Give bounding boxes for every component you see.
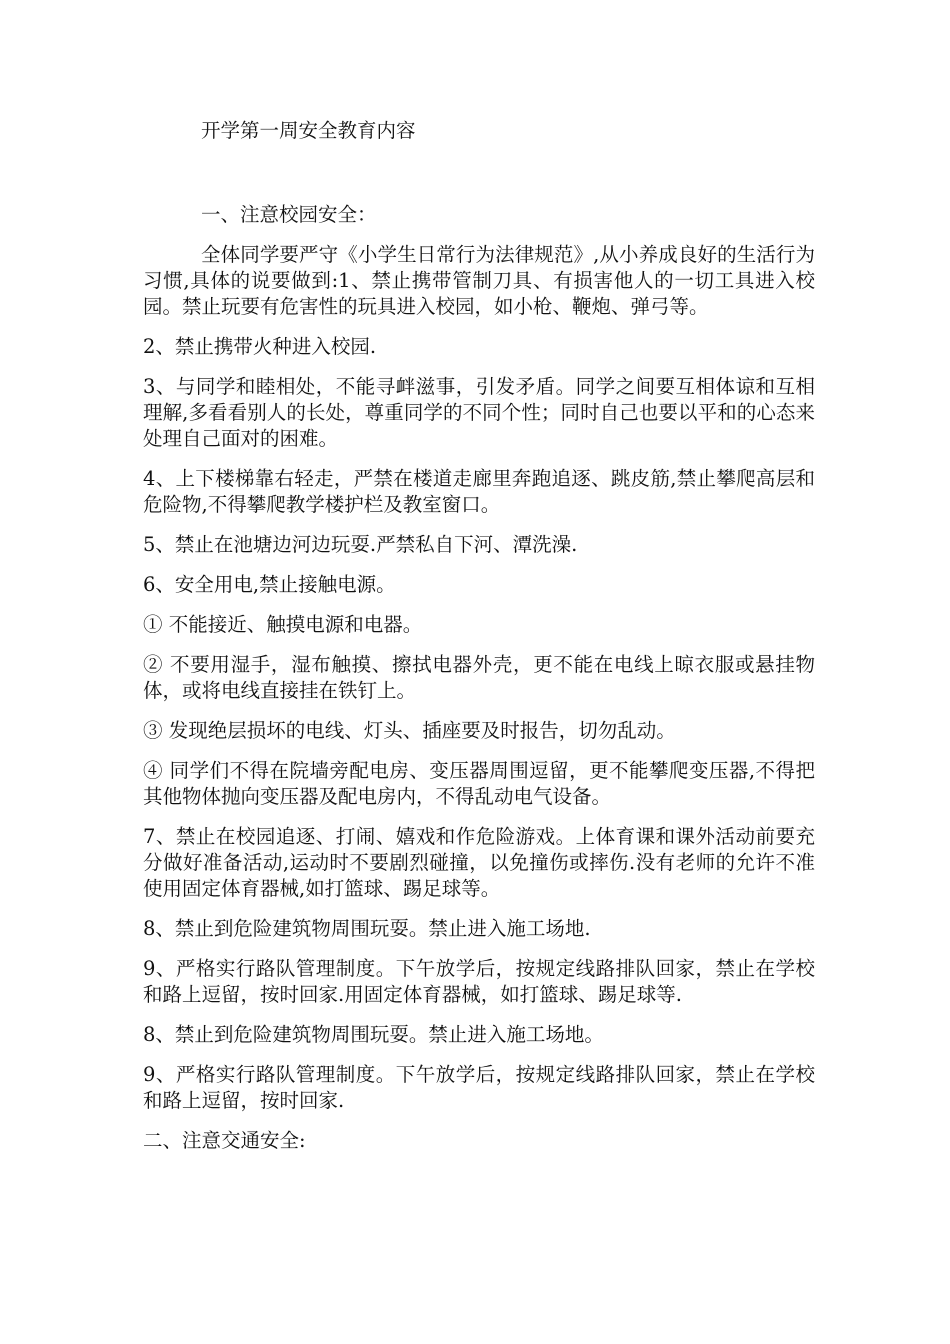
document-title: 开学第一周安全教育内容	[201, 119, 416, 142]
document-body	[143, 118, 815, 1168]
paragraph-item-4: 4、上下楼梯靠右轻走，严禁在楼道走廊里奔跑追逐、跳皮筋,禁止攀爬高层和危险物,不得攀爬教学楼护栏及教室窗口。	[143, 467, 815, 516]
paragraph-item-9-repeat: 9、严格实行路队管理制度。下午放学后，按规定线路排队回家，禁止在学校和路上逗留，按时回家.	[143, 1063, 815, 1112]
paragraph-item-2: 2、禁止携带火种进入校园.	[143, 335, 377, 358]
paragraph-intro: 全体同学要严守《小学生日常行为法律规范》,从小养成良好的生活行为习惯,具体的说要做到:1、禁止携带管制刀具、有损害他人的一切工具进入校园。禁止玩要有危害性的玩具进入校园，如小枪、鞭炮、弹弓等。	[143, 243, 815, 318]
paragraph-subitem-2: ② 不要用湿手，湿布触摸、擦拭电器外壳，更不能在电线上晾衣服或悬挂物体，或将电线直接挂在铁钉上。	[143, 653, 815, 702]
paragraph-item-8: 8、禁止到危险建筑物周围玩耍。禁止进入施工场地.	[143, 917, 591, 940]
paragraph-item-8-repeat: 8、禁止到危险建筑物周围玩耍。禁止进入施工场地。	[143, 1023, 604, 1046]
paragraph-subitem-1: ① 不能接近、触摸电源和电器。	[143, 613, 423, 636]
paragraph-item-6: 6、安全用电,禁止接触电源。	[143, 573, 396, 596]
section-heading-campus-safety: 一、注意校园安全：	[201, 203, 377, 226]
paragraph-item-3: 3、与同学和睦相处，不能寻衅滋事，引发矛盾。同学之间要互相体谅和互相理解,多看看别人的长处，尊重同学的不同个性；同时自己也要以平和的心态来处理自己面对的困难。	[143, 375, 815, 450]
paragraph-subitem-4: ④ 同学们不得在院墙旁配电房、变压器周围逗留，更不能攀爬变压器,不得把其他物体抛向变压器及配电房内，不得乱动电气设备。	[143, 759, 815, 808]
paragraph-item-5: 5、禁止在池塘边河边玩耍.严禁私自下河、潭洗澡.	[143, 533, 578, 556]
paragraph-item-7: 7、禁止在校园追逐、打闹、嬉戏和作危险游戏。上体育课和课外活动前要充分做好准备活动,运动时不要剧烈碰撞，以免撞伤或摔伤.没有老师的允许不准使用固定体育器械,如打篮球、踢足球等。	[143, 825, 815, 900]
paragraph-subitem-3: ③ 发现绝层损坏的电线、灯头、插座要及时报告，切勿乱动。	[143, 719, 676, 742]
section-heading-traffic-safety: 二、注意交通安全:	[143, 1129, 306, 1152]
paragraph-item-9: 9、严格实行路队管理制度。下午放学后，按规定线路排队回家，禁止在学校和路上逗留，按时回家.用固定体育器械，如打篮球、踢足球等.	[143, 957, 815, 1006]
